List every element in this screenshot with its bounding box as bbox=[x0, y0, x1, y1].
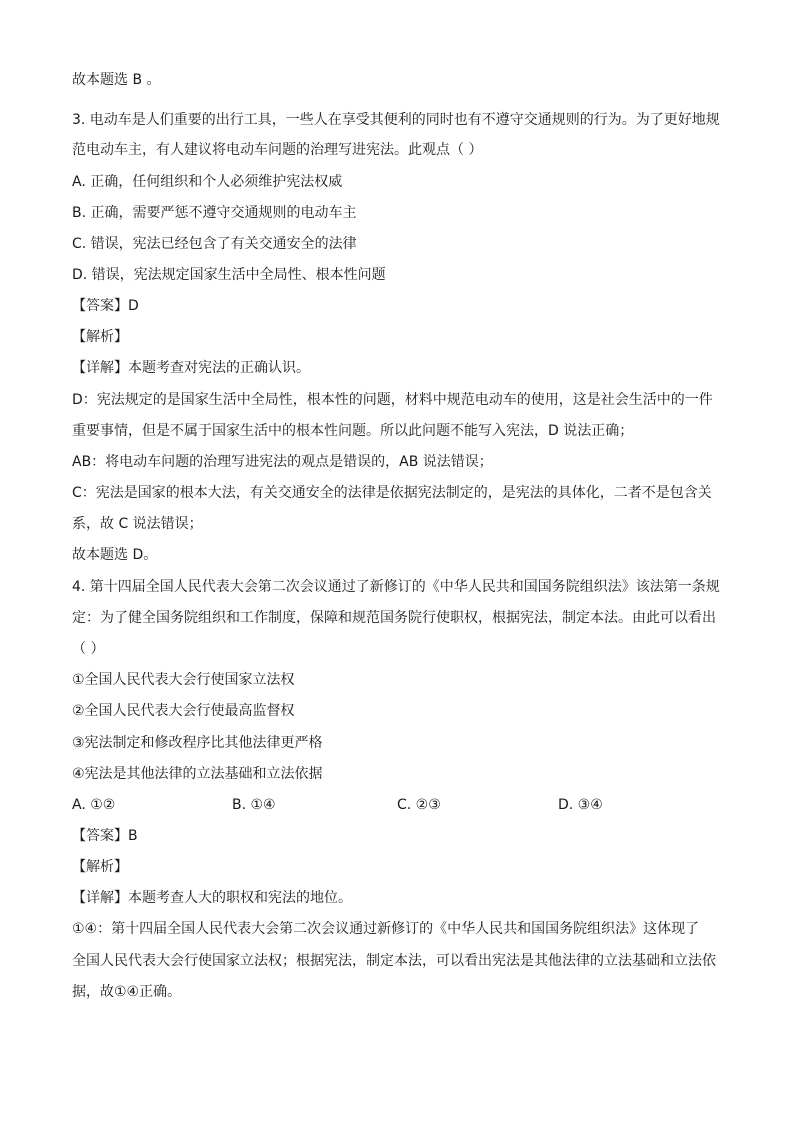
q3-explanation-c-line-1: C：宪法是国家的根本大法，有关交通安全的法律是依据宪法制定的，是宪法的具体化，二者不是包含关 bbox=[72, 485, 712, 501]
q4-option-d: D. ③④ bbox=[558, 797, 603, 813]
q3-option-d: D. 错误，宪法规定国家生活中全局性、根本性问题 bbox=[72, 267, 386, 283]
q4-detail: 【详解】本题考查人大的职权和宪法的地位。 bbox=[72, 890, 352, 906]
q3-option-c: C. 错误，宪法已经包含了有关交通安全的法律 bbox=[72, 236, 357, 252]
q3-explanation-ab: AB：将电动车问题的治理写进宪法的观点是错误的，AB 说法错误； bbox=[72, 454, 493, 470]
q4-option-b: B. ①④ bbox=[232, 797, 276, 813]
q3-analysis-label: 【解析】 bbox=[72, 329, 128, 345]
q4-explanation-line-3: 据，故①④正确。 bbox=[72, 984, 182, 1000]
q4-explanation-line-2: 全国人民代表大会行使国家立法权；根据宪法，制定本法，可以看出宪法是其他法律的立法基础和立法依 bbox=[72, 953, 716, 969]
q3-explanation-d-line-2: 重要事情，但是不属于国家生活中的根本性问题。所以此问题不能写入宪法，D 说法正确； bbox=[72, 423, 634, 439]
q3-explanation-c-line-2: 系，故 C 说法错误； bbox=[72, 516, 203, 532]
q3-explanation-d-line-1: D：宪法规定的是国家生活中全局性，根本性的问题，材料中规范电动车的使用，这是社会生活中的一件 bbox=[72, 392, 713, 408]
q3-conclusion: 故本题选 D。 bbox=[72, 547, 158, 563]
q4-option-a: A. ①② bbox=[72, 797, 116, 813]
q2-conclusion: 故本题选 B 。 bbox=[72, 72, 161, 88]
q4-item-1: ①全国人民代表大会行使国家立法权 bbox=[72, 672, 295, 688]
q4-option-c: C. ②③ bbox=[397, 797, 441, 813]
q3-answer: 【答案】D bbox=[72, 298, 139, 314]
q4-stem-line-3: （ ） bbox=[72, 641, 105, 657]
q4-item-2: ②全国人民代表大会行使最高监督权 bbox=[72, 703, 295, 719]
q4-analysis-label: 【解析】 bbox=[72, 859, 128, 875]
q4-stem-line-1: 4. 第十四届全国人民代表大会第二次会议通过了新修订的《中华人民共和国国务院组织法》该法第一条规 bbox=[72, 579, 720, 595]
q3-option-a: A. 正确，任何组织和个人必须维护宪法权威 bbox=[72, 174, 343, 190]
q4-explanation-line-1: ①④：第十四届全国人民代表大会第二次会议通过新修订的《中华人民共和国国务院组织法》这体现了 bbox=[72, 921, 700, 937]
q4-item-3: ③宪法制定和修改程序比其他法律更严格 bbox=[72, 735, 323, 751]
q3-detail: 【详解】本题考查对宪法的正确认识。 bbox=[72, 360, 310, 376]
q3-stem-line-2: 范电动车主，有人建议将电动车问题的治理写进宪法。此观点（ ） bbox=[72, 142, 483, 158]
q4-item-4: ④宪法是其他法律的立法基础和立法依据 bbox=[72, 766, 323, 782]
q4-answer: 【答案】B bbox=[72, 828, 138, 844]
q4-stem-line-2: 定：为了健全国务院组织和工作制度，保障和规范国务院行使职权，根据宪法，制定本法。由此可以看出 bbox=[72, 610, 716, 626]
q3-option-b: B. 正确，需要严惩不遵守交通规则的电动车主 bbox=[72, 205, 357, 221]
q3-stem-line-1: 3. 电动车是人们重要的出行工具，一些人在享受其便利的同时也有不遵守交通规则的行为。为了更好地规 bbox=[72, 112, 720, 128]
